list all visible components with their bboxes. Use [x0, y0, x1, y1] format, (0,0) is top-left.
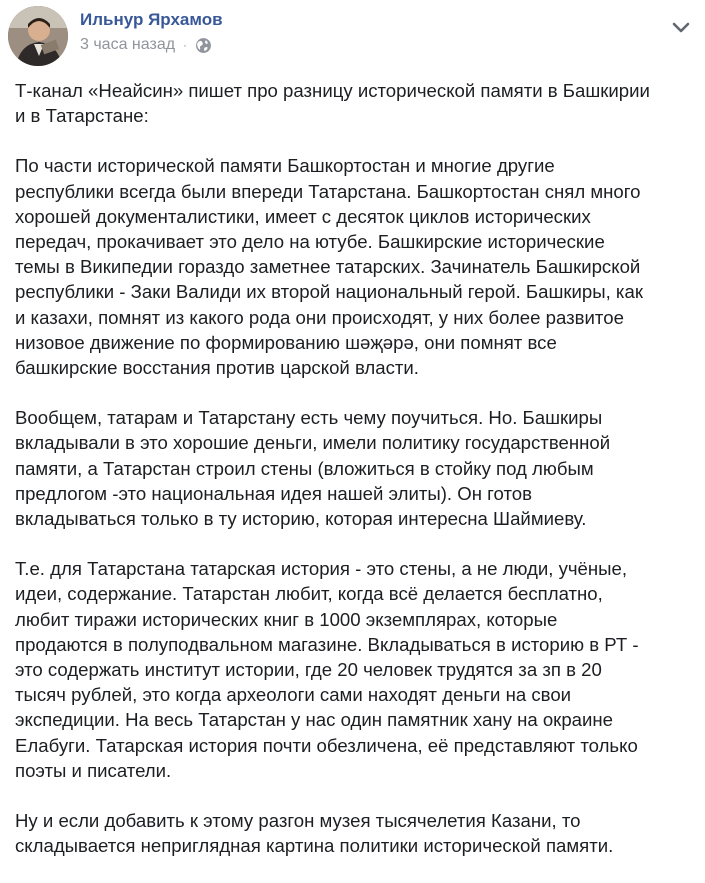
chevron-down-icon[interactable]: [672, 22, 690, 34]
author-name[interactable]: Ильнур Ярхамов: [80, 10, 223, 29]
post-paragraph: По части исторической памяти Башкортостан и многие другие республики всегда были впереди Татарстана. Башкортостан снял много хорошей документалистики, имеет с десяток циклов исторических передач, прокачивает это дело на ютубе. Башкирские исторические темы в Википедии гораздо заметнее татарских. Зачинатель Башкирской республики - Заки Валиди их второй национальный герой. Башкиры, как и казахи, помнят из какого рода они происходят, у них более развитое низовое движение по формированию шәҗәрә, они помнят все башкирские восстания против царской власти.: [15, 155, 643, 379]
post-header: [8, 6, 698, 66]
post-text: [15, 78, 697, 883]
meta-separator: ·: [183, 38, 188, 52]
post-meta: [80, 36, 212, 54]
post-paragraph: Ну и если добавить к этому разгон музея тысячелетия Казани, то складывается неприглядная картина политики исторической памяти.: [15, 810, 614, 857]
avatar-photo: [8, 6, 68, 66]
globe-icon[interactable]: [195, 37, 212, 54]
post-timestamp[interactable]: 3 часа назад: [80, 36, 176, 53]
post-paragraph: Вообщем, татарам и Татарстану есть чему поучиться. Но. Башкиры вкладывали в это хорошие деньги, имели политику государственной памяти, а Татарстан строил стены (вложиться в стойку под любым предлогом -это национальная идея нашей элиты). Он готов вкладываться только в ту историю, которая интересна Шаймиеву.: [15, 407, 611, 530]
post-paragraph: Т-канал «Неайсин» пишет про разницу исторической памяти в Башкирии и в Татарстане:: [15, 80, 650, 127]
post-paragraph: Т.е. для Татарстана татарская история - это стены, а не люди, учёные, идеи, содержание. Татарстан любит, когда всё делается бесплатно, любит тиражи исторических книг в 1000 экземплярах, которые продаются в полуподвальном магазине. Вкладываться в историю в РТ - это содержать институт истории, где 20 человек трудятся за зп в 20 тысяч рублей, это когда археологи сами находят деньги на свои экспедиции. На весь Татарстан у нас один памятник хану на окраине Елабуги. Татарская история почти обезличена, её представляют только поэты и писатели.: [15, 558, 639, 781]
author-avatar[interactable]: [8, 6, 68, 66]
